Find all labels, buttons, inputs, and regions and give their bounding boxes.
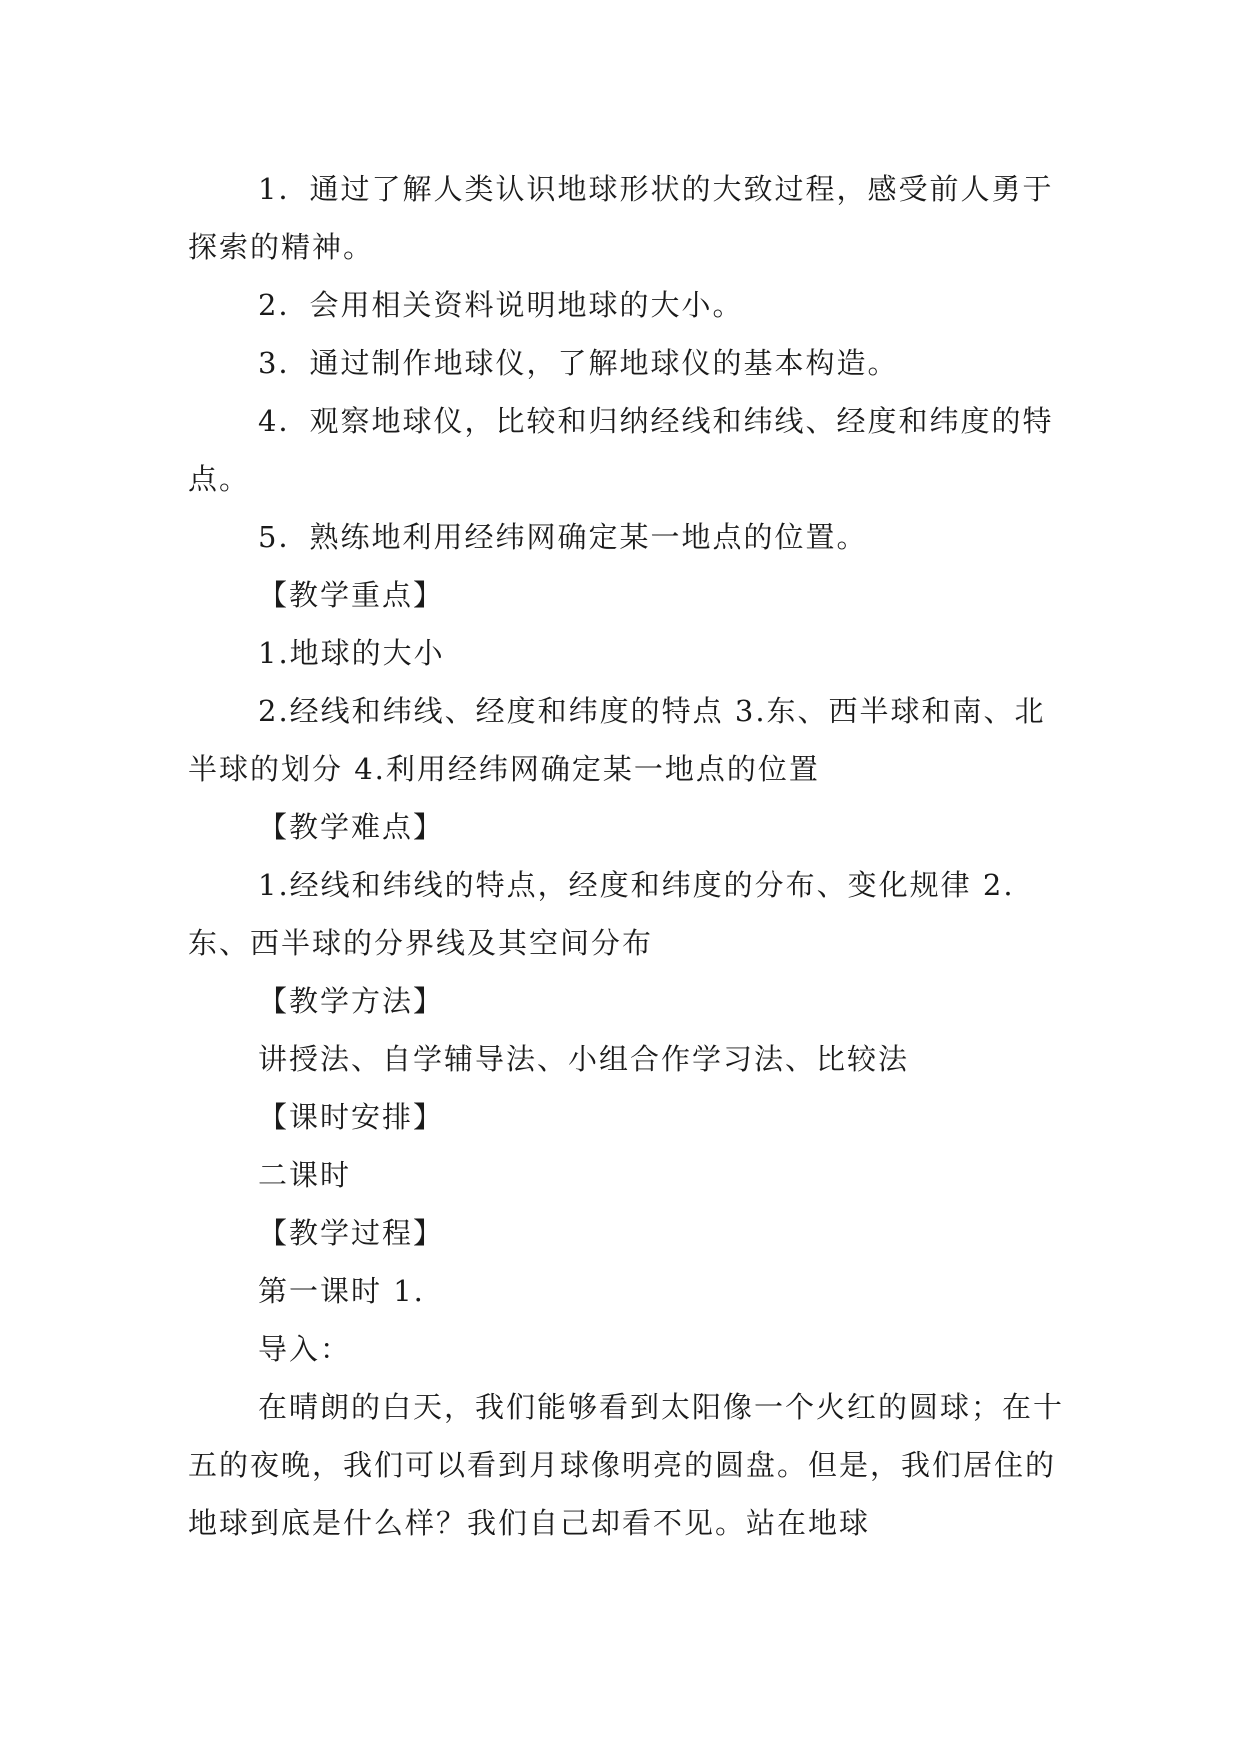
process-paragraph: 导入： — [258, 1332, 352, 1366]
document-page — [188, 160, 1068, 1552]
objective-paragraph: 3．通过制作地球仪，了解地球仪的基本构造。 — [258, 346, 899, 380]
section-heading-key-points: 【教学重点】 — [258, 578, 445, 612]
objective-paragraph: 5．熟练地利用经纬网确定某一地点的位置。 — [258, 520, 868, 554]
section-heading-process: 【教学过程】 — [258, 1216, 445, 1250]
process-paragraph: 在晴朗的白天，我们能够看到太阳像一个火红的圆球；在十五的夜晚，我们可以看到月球像明亮的圆盘。但是，我们居住的地球到底是什么样？我们自己却看不见。站在地球 — [188, 1390, 1065, 1540]
objective-paragraph: 1．通过了解人类认识地球形状的大致过程，感受前人勇于探索的精神。 — [188, 172, 1054, 264]
objective-paragraph: 4．观察地球仪，比较和归纳经线和纬线、经度和纬度的特点。 — [188, 404, 1054, 496]
difficulty-paragraph: 1.经线和纬线的特点，经度和纬度的分布、变化规律 2.东、西半球的分界线及其空间分布 — [188, 868, 1015, 960]
schedule-paragraph: 二课时 — [258, 1158, 352, 1192]
section-heading-schedule: 【课时安排】 — [258, 1100, 445, 1134]
method-paragraph: 讲授法、自学辅导法、小组合作学习法、比较法 — [258, 1042, 910, 1076]
section-heading-difficulties: 【教学难点】 — [258, 810, 445, 844]
section-heading-methods: 【教学方法】 — [258, 984, 445, 1018]
objective-paragraph: 2．会用相关资料说明地球的大小。 — [258, 288, 744, 322]
key-point-paragraph: 1.地球的大小 — [258, 636, 445, 670]
key-point-paragraph: 2.经线和纬线、经度和纬度的特点 3.东、西半球和南、北半球的划分 4.利用经纬网确定某一地点的位置 — [188, 694, 1046, 786]
process-paragraph: 第一课时 1. — [258, 1274, 425, 1308]
